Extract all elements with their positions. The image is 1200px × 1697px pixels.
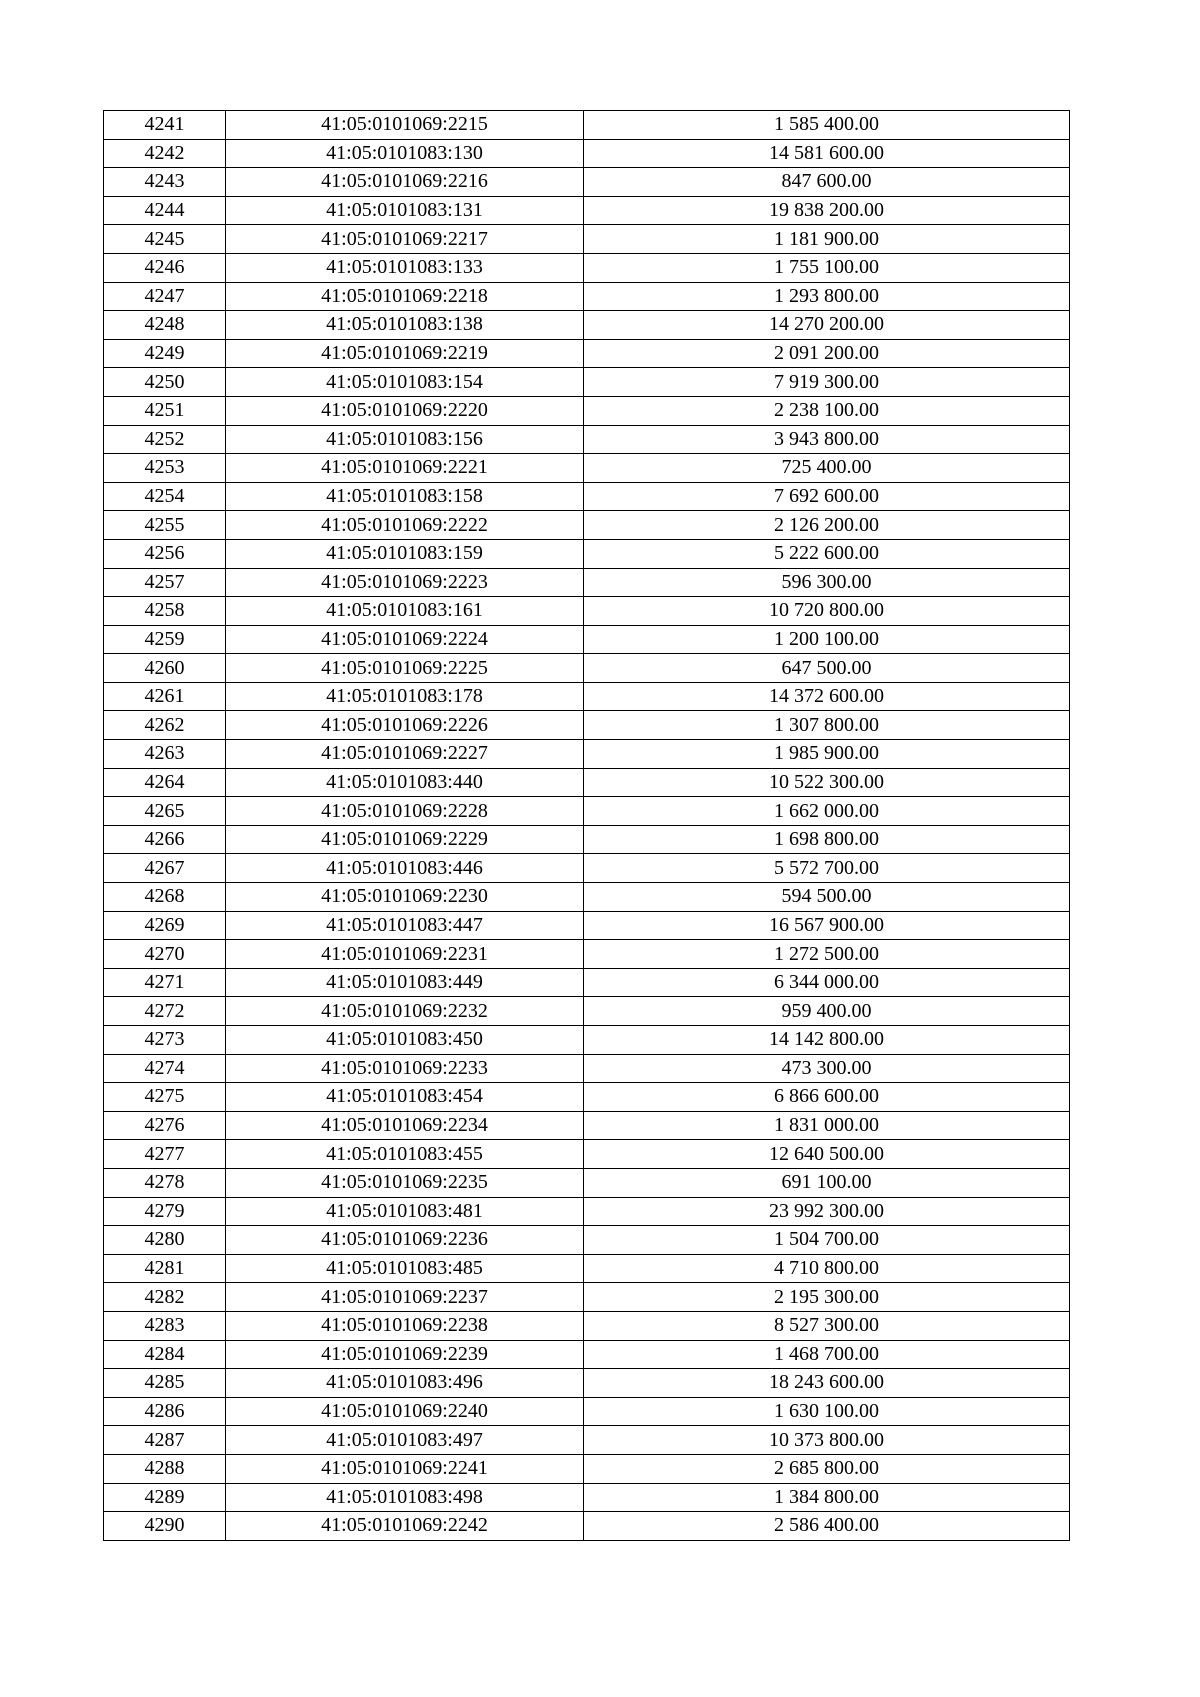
table-row	[104, 168, 1070, 197]
table-row	[104, 1426, 1070, 1455]
row-number-cell: 4242	[104, 139, 226, 168]
cadastral-number-cell: 41:05:0101069:2222	[226, 511, 584, 540]
row-number-cell: 4269	[104, 911, 226, 940]
row-number-cell: 4256	[104, 539, 226, 568]
cadastral-value-cell: 847 600.00	[584, 168, 1070, 197]
cadastral-number-cell: 41:05:0101083:156	[226, 425, 584, 454]
table-row	[104, 825, 1070, 854]
table-row	[104, 797, 1070, 826]
cadastral-value-cell: 2 238 100.00	[584, 396, 1070, 425]
table-row	[104, 1483, 1070, 1512]
cadastral-value-cell: 14 270 200.00	[584, 311, 1070, 340]
table-row	[104, 425, 1070, 454]
cadastral-value-cell: 10 522 300.00	[584, 768, 1070, 797]
cadastral-number-cell: 41:05:0101083:497	[226, 1426, 584, 1455]
cadastral-value-cell: 1 200 100.00	[584, 625, 1070, 654]
row-number-cell: 4274	[104, 1054, 226, 1083]
cadastral-number-cell: 41:05:0101069:2240	[226, 1397, 584, 1426]
row-number-cell: 4282	[104, 1283, 226, 1312]
cadastral-value-cell: 10 720 800.00	[584, 597, 1070, 626]
cadastral-number-cell: 41:05:0101083:159	[226, 539, 584, 568]
cadastral-value-cell: 1 468 700.00	[584, 1340, 1070, 1369]
cadastral-number-cell: 41:05:0101083:138	[226, 311, 584, 340]
cadastral-value-cell: 14 581 600.00	[584, 139, 1070, 168]
cadastral-number-cell: 41:05:0101083:133	[226, 253, 584, 282]
cadastral-number-cell: 41:05:0101083:454	[226, 1083, 584, 1112]
table-row	[104, 1512, 1070, 1541]
cadastral-number-cell: 41:05:0101083:158	[226, 482, 584, 511]
row-number-cell: 4287	[104, 1426, 226, 1455]
table-row	[104, 311, 1070, 340]
row-number-cell: 4286	[104, 1397, 226, 1426]
table-row	[104, 654, 1070, 683]
cadastral-number-cell: 41:05:0101083:130	[226, 139, 584, 168]
cadastral-number-cell: 41:05:0101069:2233	[226, 1054, 584, 1083]
cadastral-value-cell: 14 372 600.00	[584, 682, 1070, 711]
cadastral-value-cell: 16 567 900.00	[584, 911, 1070, 940]
row-number-cell: 4272	[104, 997, 226, 1026]
table-row	[104, 139, 1070, 168]
row-number-cell: 4258	[104, 597, 226, 626]
row-number-cell: 4247	[104, 282, 226, 311]
cadastral-value-table	[103, 110, 1070, 1541]
cadastral-number-cell: 41:05:0101069:2241	[226, 1454, 584, 1483]
table-row	[104, 482, 1070, 511]
table-row	[104, 1226, 1070, 1255]
table-row	[104, 1140, 1070, 1169]
cadastral-value-cell: 6 866 600.00	[584, 1083, 1070, 1112]
row-number-cell: 4270	[104, 940, 226, 969]
table-body	[104, 111, 1070, 1541]
cadastral-value-cell: 4 710 800.00	[584, 1254, 1070, 1283]
cadastral-value-cell: 12 640 500.00	[584, 1140, 1070, 1169]
cadastral-value-cell: 2 685 800.00	[584, 1454, 1070, 1483]
cadastral-number-cell: 41:05:0101083:131	[226, 196, 584, 225]
table-row	[104, 968, 1070, 997]
table-row	[104, 940, 1070, 969]
table-row	[104, 883, 1070, 912]
cadastral-number-cell: 41:05:0101083:161	[226, 597, 584, 626]
table-row	[104, 368, 1070, 397]
table-row	[104, 997, 1070, 1026]
table-row	[104, 1083, 1070, 1112]
table-row	[104, 196, 1070, 225]
table-row	[104, 396, 1070, 425]
cadastral-number-cell: 41:05:0101069:2237	[226, 1283, 584, 1312]
cadastral-number-cell: 41:05:0101069:2221	[226, 454, 584, 483]
row-number-cell: 4264	[104, 768, 226, 797]
cadastral-number-cell: 41:05:0101069:2235	[226, 1168, 584, 1197]
cadastral-number-cell: 41:05:0101069:2232	[226, 997, 584, 1026]
cadastral-number-cell: 41:05:0101069:2230	[226, 883, 584, 912]
cadastral-number-cell: 41:05:0101083:450	[226, 1026, 584, 1055]
cadastral-value-cell: 18 243 600.00	[584, 1369, 1070, 1398]
cadastral-value-cell: 2 091 200.00	[584, 339, 1070, 368]
row-number-cell: 4257	[104, 568, 226, 597]
cadastral-number-cell: 41:05:0101083:154	[226, 368, 584, 397]
table-row	[104, 1311, 1070, 1340]
cadastral-value-cell: 5 572 700.00	[584, 854, 1070, 883]
cadastral-value-cell: 8 527 300.00	[584, 1311, 1070, 1340]
cadastral-number-cell: 41:05:0101083:447	[226, 911, 584, 940]
table-row	[104, 339, 1070, 368]
cadastral-value-cell: 1 384 800.00	[584, 1483, 1070, 1512]
row-number-cell: 4251	[104, 396, 226, 425]
row-number-cell: 4249	[104, 339, 226, 368]
table-row	[104, 911, 1070, 940]
row-number-cell: 4255	[104, 511, 226, 540]
cadastral-number-cell: 41:05:0101069:2236	[226, 1226, 584, 1255]
table-row	[104, 682, 1070, 711]
table-row	[104, 740, 1070, 769]
cadastral-value-cell: 959 400.00	[584, 997, 1070, 1026]
table-row	[104, 1168, 1070, 1197]
table-row	[104, 1197, 1070, 1226]
cadastral-number-cell: 41:05:0101069:2219	[226, 339, 584, 368]
cadastral-value-cell: 1 630 100.00	[584, 1397, 1070, 1426]
row-number-cell: 4265	[104, 797, 226, 826]
row-number-cell: 4288	[104, 1454, 226, 1483]
cadastral-value-cell: 1 585 400.00	[584, 111, 1070, 140]
cadastral-number-cell: 41:05:0101069:2242	[226, 1512, 584, 1541]
cadastral-value-cell: 647 500.00	[584, 654, 1070, 683]
table-row	[104, 711, 1070, 740]
cadastral-value-cell: 2 195 300.00	[584, 1283, 1070, 1312]
table-row	[104, 1026, 1070, 1055]
row-number-cell: 4271	[104, 968, 226, 997]
cadastral-value-cell: 596 300.00	[584, 568, 1070, 597]
cadastral-number-cell: 41:05:0101083:178	[226, 682, 584, 711]
row-number-cell: 4248	[104, 311, 226, 340]
cadastral-value-cell: 19 838 200.00	[584, 196, 1070, 225]
row-number-cell: 4277	[104, 1140, 226, 1169]
cadastral-value-cell: 725 400.00	[584, 454, 1070, 483]
table-row	[104, 1111, 1070, 1140]
cadastral-number-cell: 41:05:0101083:440	[226, 768, 584, 797]
cadastral-number-cell: 41:05:0101069:2228	[226, 797, 584, 826]
cadastral-number-cell: 41:05:0101083:455	[226, 1140, 584, 1169]
table-row	[104, 1369, 1070, 1398]
cadastral-value-cell: 2 586 400.00	[584, 1512, 1070, 1541]
table-row	[104, 511, 1070, 540]
cadastral-number-cell: 41:05:0101069:2218	[226, 282, 584, 311]
cadastral-number-cell: 41:05:0101069:2227	[226, 740, 584, 769]
table-row	[104, 1283, 1070, 1312]
cadastral-value-cell: 2 126 200.00	[584, 511, 1070, 540]
row-number-cell: 4276	[104, 1111, 226, 1140]
table-row	[104, 1254, 1070, 1283]
row-number-cell: 4268	[104, 883, 226, 912]
cadastral-number-cell: 41:05:0101083:449	[226, 968, 584, 997]
cadastral-number-cell: 41:05:0101069:2239	[226, 1340, 584, 1369]
cadastral-number-cell: 41:05:0101069:2216	[226, 168, 584, 197]
cadastral-value-cell: 473 300.00	[584, 1054, 1070, 1083]
table-row	[104, 1454, 1070, 1483]
table-row	[104, 854, 1070, 883]
table-row	[104, 1397, 1070, 1426]
row-number-cell: 4252	[104, 425, 226, 454]
row-number-cell: 4279	[104, 1197, 226, 1226]
table-row	[104, 454, 1070, 483]
cadastral-number-cell: 41:05:0101069:2225	[226, 654, 584, 683]
row-number-cell: 4284	[104, 1340, 226, 1369]
table-row	[104, 1340, 1070, 1369]
cadastral-value-cell: 1 662 000.00	[584, 797, 1070, 826]
cadastral-value-cell: 1 272 500.00	[584, 940, 1070, 969]
row-number-cell: 4283	[104, 1311, 226, 1340]
row-number-cell: 4281	[104, 1254, 226, 1283]
table-row	[104, 253, 1070, 282]
cadastral-value-cell: 691 100.00	[584, 1168, 1070, 1197]
cadastral-value-cell: 1 293 800.00	[584, 282, 1070, 311]
cadastral-number-cell: 41:05:0101069:2226	[226, 711, 584, 740]
row-number-cell: 4266	[104, 825, 226, 854]
table-row	[104, 1054, 1070, 1083]
cadastral-number-cell: 41:05:0101083:496	[226, 1369, 584, 1398]
row-number-cell: 4263	[104, 740, 226, 769]
cadastral-number-cell: 41:05:0101069:2220	[226, 396, 584, 425]
cadastral-number-cell: 41:05:0101069:2234	[226, 1111, 584, 1140]
table-row	[104, 597, 1070, 626]
row-number-cell: 4280	[104, 1226, 226, 1255]
row-number-cell: 4244	[104, 196, 226, 225]
cadastral-number-cell: 41:05:0101083:498	[226, 1483, 584, 1512]
cadastral-value-cell: 1 181 900.00	[584, 225, 1070, 254]
cadastral-value-cell: 7 919 300.00	[584, 368, 1070, 397]
row-number-cell: 4254	[104, 482, 226, 511]
row-number-cell: 4285	[104, 1369, 226, 1398]
cadastral-value-cell: 1 504 700.00	[584, 1226, 1070, 1255]
cadastral-number-cell: 41:05:0101069:2217	[226, 225, 584, 254]
cadastral-number-cell: 41:05:0101083:485	[226, 1254, 584, 1283]
row-number-cell: 4262	[104, 711, 226, 740]
cadastral-number-cell: 41:05:0101069:2215	[226, 111, 584, 140]
cadastral-number-cell: 41:05:0101069:2223	[226, 568, 584, 597]
row-number-cell: 4243	[104, 168, 226, 197]
cadastral-value-cell: 1 985 900.00	[584, 740, 1070, 769]
table-row	[104, 625, 1070, 654]
row-number-cell: 4275	[104, 1083, 226, 1112]
row-number-cell: 4289	[104, 1483, 226, 1512]
row-number-cell: 4278	[104, 1168, 226, 1197]
row-number-cell: 4241	[104, 111, 226, 140]
cadastral-value-cell: 7 692 600.00	[584, 482, 1070, 511]
row-number-cell: 4253	[104, 454, 226, 483]
cadastral-value-cell: 1 698 800.00	[584, 825, 1070, 854]
row-number-cell: 4259	[104, 625, 226, 654]
cadastral-number-cell: 41:05:0101069:2229	[226, 825, 584, 854]
cadastral-value-cell: 1 307 800.00	[584, 711, 1070, 740]
table-row	[104, 111, 1070, 140]
cadastral-number-cell: 41:05:0101069:2238	[226, 1311, 584, 1340]
row-number-cell: 4260	[104, 654, 226, 683]
row-number-cell: 4246	[104, 253, 226, 282]
cadastral-value-cell: 3 943 800.00	[584, 425, 1070, 454]
cadastral-value-cell: 23 992 300.00	[584, 1197, 1070, 1226]
cadastral-number-cell: 41:05:0101069:2231	[226, 940, 584, 969]
cadastral-value-cell: 594 500.00	[584, 883, 1070, 912]
table-row	[104, 225, 1070, 254]
cadastral-value-cell: 1 755 100.00	[584, 253, 1070, 282]
row-number-cell: 4250	[104, 368, 226, 397]
row-number-cell: 4273	[104, 1026, 226, 1055]
table-row	[104, 768, 1070, 797]
cadastral-number-cell: 41:05:0101083:481	[226, 1197, 584, 1226]
table-row	[104, 282, 1070, 311]
table-row	[104, 568, 1070, 597]
table-row	[104, 539, 1070, 568]
cadastral-number-cell: 41:05:0101083:446	[226, 854, 584, 883]
cadastral-number-cell: 41:05:0101069:2224	[226, 625, 584, 654]
row-number-cell: 4267	[104, 854, 226, 883]
cadastral-value-cell: 10 373 800.00	[584, 1426, 1070, 1455]
row-number-cell: 4261	[104, 682, 226, 711]
row-number-cell: 4290	[104, 1512, 226, 1541]
cadastral-value-cell: 6 344 000.00	[584, 968, 1070, 997]
cadastral-value-cell: 5 222 600.00	[584, 539, 1070, 568]
cadastral-value-cell: 14 142 800.00	[584, 1026, 1070, 1055]
cadastral-value-cell: 1 831 000.00	[584, 1111, 1070, 1140]
row-number-cell: 4245	[104, 225, 226, 254]
